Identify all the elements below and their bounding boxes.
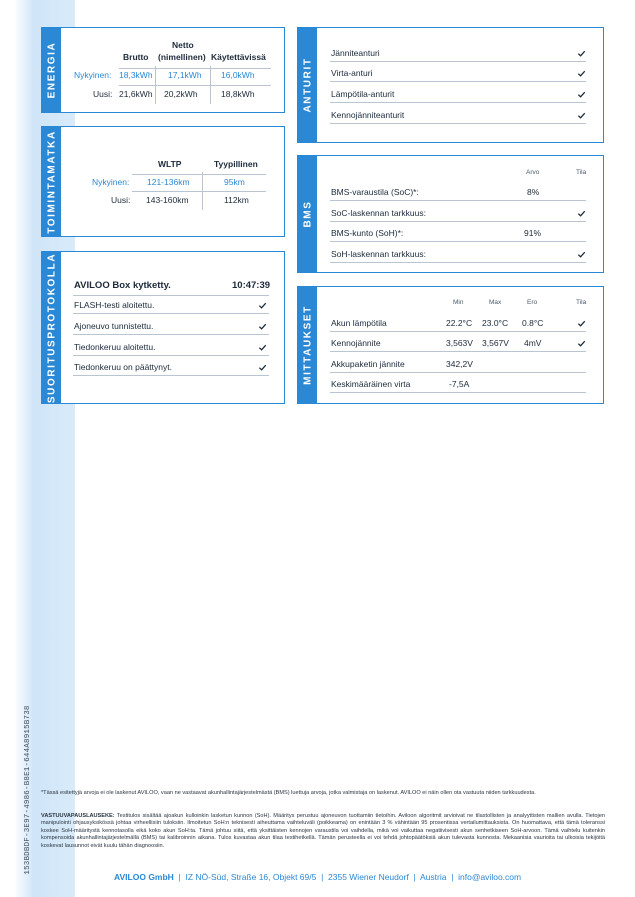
protocol-item: Ajoneuvo tunnistettu. [74, 321, 154, 331]
col-brutto: Brutto [123, 52, 149, 62]
suoritusprotokolla-card [41, 251, 285, 404]
energia-current-kaytettavissa: 16,0kWh [221, 70, 255, 80]
col-tyypillinen: Tyypillinen [214, 159, 258, 169]
col-ero: Ero [527, 299, 538, 306]
range-row-current-label: Nykyinen: [92, 177, 130, 187]
measure-cell-label: Kennojännite [331, 338, 381, 348]
country: Austria [420, 872, 447, 882]
disclaimer-text: Testitulos sisältää ajoakun kulloinkin lasketun kunnon (SoH). Määritys perustuu ajoneuvon tuottamiin tietoihin. Aviloon algoritmit arvioivat ne tilastollisten ja analyyttisten mallien avulla. Tietojen manipulointi ohjausyksikössä johtaa virheellisiin tuloksiin. Ilmoitetun SoH:n teknisesti aiheuttama vaihteluväli (poikkeama) on enintään 3 % vähintään 95 prosentissa vertailumittauksista. On huomattava, että tämä toleranssi koskee SoH-määritystä kennotasolla eikä koko akun SoH:ta. Tämä johtuu siitä, että yksittäisten kennojen varaustila voi vaihdella, mikä voi vaikuttaa negatiivisesti akun senhetkiseen SoH-arvoon. Tämä vaihtelu kuitenkin kompensoida akunhallintajärjestelmällä (BMS) tai kalibroinnin aikana. Tulos kuvastaa akun tilaa testihetkellä. Tämän perusteella ei voi tehdä johtopäätöksiä akun tulevasta kunnosta. Mekaanisia vaurioita tai ulkoisia tekijöitä koskevat lausunnot eivät kuulu tähän diagnoosiin. [41, 813, 606, 849]
bms-soh-label: BMS-kunto (SoH)*: [331, 228, 404, 238]
sensor-item: Jänniteanturi [331, 48, 380, 58]
toimintamatka-tab: TOIMINTAMATKA [42, 127, 61, 236]
check-icon [258, 301, 267, 310]
check-icon [577, 111, 586, 120]
energia-current-brutto: 18,3kWh [119, 70, 153, 80]
col-netto-line1: Netto [172, 40, 194, 50]
check-icon [577, 209, 586, 218]
col-tila: Tila [576, 169, 587, 176]
check-icon [577, 90, 586, 99]
street-address: IZ NÖ-Süd, Straße 16, Objekt 69/5 [185, 872, 317, 882]
measure-temp-label: Akun lämpötila [331, 318, 387, 328]
mittaukset-tab: MITTAUKSET [298, 287, 317, 403]
check-icon [577, 319, 586, 328]
sensor-item: Lämpötila-anturit [331, 89, 395, 99]
bms-tab: BMS [298, 156, 317, 272]
measure-pack-label: Akkupaketin jännite [331, 359, 405, 369]
mittaukset-card [297, 286, 604, 404]
protocol-time: 10:47:39 [232, 280, 271, 291]
sensor-item: Virta-anturi [331, 68, 373, 78]
energia-new-kaytettavissa: 18,8kWh [221, 89, 255, 99]
range-new-wltp: 143-160km [146, 195, 189, 205]
measure-current-label: Keskimääräinen virta [331, 379, 411, 389]
measure-temp-ero: 0.8°C [522, 318, 544, 328]
bms-soc-value: 8% [527, 187, 540, 197]
check-icon [577, 339, 586, 348]
col-wltp: WLTP [158, 159, 182, 169]
energia-card [41, 27, 285, 113]
measure-cell-min: 3,563V [446, 338, 473, 348]
check-icon [577, 69, 586, 78]
protocol-item: Tiedonkeruu on päättynyt. [74, 362, 172, 372]
email-link[interactable]: info@aviloo.com [458, 872, 522, 882]
check-icon [258, 363, 267, 372]
bms-card [297, 155, 604, 273]
protocol-item: FLASH-testi aloitettu. [74, 300, 155, 310]
check-icon [577, 49, 586, 58]
disclaimer [41, 813, 605, 850]
col-arvo: Arvo [526, 169, 540, 176]
protocol-item: Tiedonkeruu aloitettu. [74, 342, 156, 352]
col-tila: Tila [576, 299, 587, 306]
measure-cell-ero: 4mV [524, 338, 542, 348]
energia-new-netto: 20,2kWh [164, 89, 198, 99]
company-name: AVILOO GmbH [114, 872, 174, 882]
measure-temp-min: 22.2°C [446, 318, 473, 328]
energia-current-netto: 17,1kWh [168, 70, 202, 80]
anturit-card [297, 27, 604, 143]
col-max: Max [489, 299, 502, 306]
energia-tab: ENERGIA [42, 28, 61, 112]
company-address: AVILOO GmbH | IZ NÖ-Süd, Straße 16, Objekt 69/5 | 2355 Wiener Neudorf | Austria | info@aviloo.com [114, 872, 522, 882]
col-kaytettavissa: Käytettävissä [211, 52, 266, 62]
energia-row-current-label: Nykyinen: [74, 70, 112, 80]
suoritusprotokolla-tab: SUORITUSPROTOKOLLA [42, 252, 61, 403]
check-icon [258, 343, 267, 352]
measure-pack-min: 342,2V [446, 359, 473, 369]
check-icon [577, 250, 586, 259]
range-current-tyypillinen: 95km [224, 177, 245, 187]
footnote: *Tässä esitettyjä arvoja ei ole laskenut AVILOO, vaan ne vastaavat akunhallintajärjestelmästä (BMS) luettuja arvoja, jotka valmistaja on laskenut. AVILOO ei näin ollen ota vastuuta niiden tarkkuudesta. [41, 790, 536, 796]
protocol-title: AVILOO Box kytketty. [74, 280, 171, 291]
range-new-tyypillinen: 112km [224, 195, 249, 205]
measure-temp-max: 23.0°C [482, 318, 509, 328]
measure-current-min: -7,5A [449, 379, 470, 389]
check-icon [258, 322, 267, 331]
toimintamatka-card [41, 126, 285, 237]
bms-soh-accuracy-label: SoH-laskennan tarkkuus: [331, 249, 426, 259]
energia-row-new-label: Uusi: [93, 89, 113, 99]
bms-soc-accuracy-label: SoC-laskennan tarkkuus: [331, 208, 426, 218]
bms-soh-value: 91% [524, 228, 542, 238]
document-id: 153BDBDF-3E97-4986-B8E1-644A8915B738 [24, 705, 32, 875]
col-min: Min [453, 299, 464, 306]
col-netto-line2: (nimellinen) [158, 52, 206, 62]
measure-cell-max: 3,567V [482, 338, 509, 348]
sensor-item: Kennojänniteanturit [331, 110, 405, 120]
disclaimer-title: VASTUUVAPAUSLAUSEKE: [41, 813, 115, 819]
anturit-tab: ANTURIT [298, 28, 317, 142]
range-current-wltp: 121-136km [147, 177, 190, 187]
city: 2355 Wiener Neudorf [328, 872, 409, 882]
bms-soc-label: BMS-varaustila (SoC)*: [331, 187, 419, 197]
range-row-new-label: Uusi: [111, 195, 131, 205]
energia-new-brutto: 21,6kWh [119, 89, 153, 99]
